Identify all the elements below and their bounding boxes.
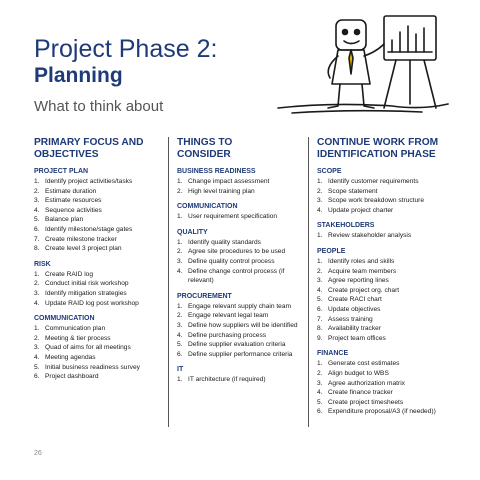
- section: [177, 292, 309, 360]
- section: [34, 314, 168, 382]
- section-heading: PROCUREMENT: [177, 292, 232, 300]
- page-title-line2: Planning: [34, 64, 123, 87]
- list-item: [317, 315, 455, 325]
- section-heading: PROJECT PLAN: [34, 168, 89, 175]
- list-item-number: 2.: [34, 280, 40, 288]
- list-item: [317, 267, 455, 277]
- list-item: [177, 257, 309, 267]
- list-item-text: Define change control process (if relevant): [188, 267, 285, 285]
- list-item: [177, 331, 309, 341]
- list-item-number: 3.: [34, 197, 40, 205]
- list-item-number: 2.: [177, 312, 183, 320]
- section-heading: COMMUNICATION: [34, 315, 95, 323]
- column-sections: [177, 167, 309, 385]
- list-item-text: Conduct initial risk workshop: [45, 280, 129, 288]
- numbered-list: [317, 359, 455, 417]
- man-presenting-chart-icon: [272, 12, 452, 116]
- section-heading: IT: [177, 366, 184, 374]
- numbered-list: [34, 324, 168, 382]
- list-item: [177, 238, 309, 248]
- list-item-number: 2.: [34, 334, 40, 342]
- list-item: [177, 302, 309, 312]
- list-item-text: Acquire team members: [328, 267, 397, 275]
- list-item-text: Assess training: [328, 315, 373, 323]
- page-title-line1: Project Phase 2:: [34, 35, 218, 63]
- list-item-number: 5.: [177, 341, 183, 349]
- list-item-text: IT architecture (if required): [188, 376, 266, 384]
- section-heading: FINANCE: [317, 350, 349, 358]
- list-item-number: 1.: [34, 270, 40, 278]
- section: [34, 260, 168, 308]
- list-item-number: 6.: [34, 373, 40, 381]
- section: [317, 247, 455, 343]
- section: [34, 167, 168, 254]
- list-item-number: 5.: [34, 363, 40, 371]
- list-item-number: 2.: [177, 248, 183, 256]
- list-item-text: Create RACI chart: [328, 296, 382, 304]
- column-primary-focus: [34, 137, 168, 382]
- column-heading: [309, 137, 455, 161]
- column-heading-line: OBJECTIVES: [34, 149, 99, 160]
- list-item-text: Balance plan: [45, 216, 84, 224]
- column-sections: [309, 167, 455, 417]
- list-item-text: Identify project activities/tasks: [45, 178, 133, 185]
- list-item: [177, 311, 309, 321]
- list-item-number: 4.: [317, 206, 323, 214]
- list-item-number: 3.: [177, 257, 183, 265]
- list-item-number: 8.: [34, 245, 40, 253]
- page-number: 26: [34, 450, 42, 457]
- list-item-number: 1.: [177, 302, 183, 310]
- list-item-number: 6.: [317, 305, 323, 313]
- list-item-text: Estimate resources: [45, 197, 102, 205]
- column-heading-line: PRIMARY FOCUS AND: [34, 137, 144, 148]
- list-item-number: 8.: [317, 325, 323, 333]
- numbered-list: [177, 302, 309, 360]
- list-item: [34, 343, 168, 353]
- list-item-number: 2.: [317, 369, 323, 377]
- section-heading: STAKEHOLDERS: [317, 222, 375, 230]
- list-item: [34, 225, 168, 235]
- list-item-text: Identify milestone/stage gates: [45, 225, 133, 233]
- list-item-number: 2.: [34, 187, 40, 195]
- list-item-text: Create project timesheets: [328, 398, 404, 406]
- section-heading: COMMUNICATION: [177, 203, 238, 211]
- section-heading: BUSINESS READINESS: [177, 168, 256, 175]
- list-item: [317, 206, 455, 216]
- list-item-text: Create RAID log: [45, 270, 94, 278]
- list-item-number: 3.: [34, 289, 40, 297]
- column-content: [169, 137, 309, 385]
- list-item: [34, 206, 168, 216]
- list-item-text: Engage relevant legal team: [188, 312, 269, 320]
- numbered-list: [317, 257, 455, 343]
- list-item-number: 1.: [317, 360, 323, 368]
- list-item-text: Estimate duration: [45, 187, 97, 195]
- list-item: [34, 215, 168, 225]
- list-item: [317, 379, 455, 389]
- list-item: [34, 289, 168, 299]
- list-item: [317, 196, 455, 206]
- column-heading-line: IDENTIFICATION PHASE: [317, 149, 436, 160]
- list-item: [34, 334, 168, 344]
- list-item-number: 4.: [177, 331, 183, 339]
- list-item-text: Scope work breakdown structure: [328, 197, 425, 205]
- list-item: [177, 375, 309, 385]
- list-item-text: Initial business readiness survey: [45, 363, 140, 371]
- list-item-number: 2.: [317, 267, 323, 275]
- list-item: [34, 279, 168, 289]
- list-item: [34, 270, 168, 280]
- list-item: [317, 257, 455, 267]
- list-item-text: Identify quality standards: [188, 238, 261, 246]
- list-item: [317, 359, 455, 369]
- list-item-text: Update objectives: [328, 305, 381, 313]
- list-item-text: Change impact assessment: [188, 178, 270, 185]
- list-item-text: Expenditure proposal/A3 (if needed)): [328, 408, 436, 416]
- column-heading-line: CONSIDER: [177, 149, 231, 160]
- list-item: [317, 324, 455, 334]
- list-item-text: Agree site procedures to be used: [188, 248, 286, 256]
- list-item: [177, 177, 309, 187]
- list-item-text: Availability tracker: [328, 325, 382, 333]
- list-item: [34, 372, 168, 382]
- list-item-number: 4.: [34, 299, 40, 307]
- list-item-number: 1.: [34, 178, 40, 185]
- list-item-number: 1.: [317, 257, 323, 265]
- list-item-number: 1.: [177, 238, 183, 246]
- list-item-text: Meeting & tier process: [45, 334, 111, 342]
- column-heading: [177, 137, 309, 161]
- list-item-text: Update project charter: [328, 206, 394, 214]
- list-item-text: Scope statement: [328, 187, 378, 195]
- numbered-list: [177, 177, 309, 196]
- list-item-text: Generate cost estimates: [328, 360, 400, 368]
- list-item-number: 9.: [317, 334, 323, 342]
- numbered-list: [317, 177, 455, 215]
- list-item: [34, 244, 168, 254]
- numbered-list: [177, 375, 309, 385]
- list-item-number: 3.: [177, 321, 183, 329]
- list-item-number: 6.: [177, 350, 183, 358]
- list-item-text: Review stakeholder analysis: [328, 232, 412, 240]
- numbered-list: [34, 270, 168, 308]
- section-heading: RISK: [34, 260, 51, 268]
- list-item-number: 6.: [317, 408, 323, 416]
- list-item: [34, 187, 168, 197]
- numbered-list: [177, 238, 309, 286]
- list-item-text: Define purchasing process: [188, 331, 267, 339]
- list-item-text: Update RAID log post workshop: [45, 299, 139, 307]
- list-item-number: 4.: [317, 389, 323, 397]
- list-item-number: 7.: [34, 235, 40, 243]
- list-item-text: Define supplier performance criteria: [188, 350, 293, 358]
- list-item: [317, 334, 455, 344]
- list-item-number: 2.: [177, 187, 183, 195]
- list-item-text: Agree authorization matrix: [328, 379, 405, 387]
- list-item-text: Create finance tracker: [328, 389, 393, 397]
- list-item-text: Define supplier evaluation criteria: [188, 341, 286, 349]
- list-item-number: 1.: [317, 232, 323, 240]
- list-item: [177, 212, 309, 222]
- list-item-number: 3.: [317, 197, 323, 205]
- list-item: [34, 196, 168, 206]
- section-heading: PEOPLE: [317, 247, 346, 255]
- list-item-number: 2.: [317, 187, 323, 195]
- list-item-text: Engage relevant supply chain team: [188, 302, 292, 310]
- list-item-text: Identify mitigation strategies: [45, 289, 127, 297]
- list-item-text: Identify customer requirements: [328, 178, 419, 185]
- section: [177, 365, 309, 385]
- section: [177, 167, 309, 196]
- column-heading-line: THINGS TO: [177, 137, 233, 148]
- list-item-number: 1.: [177, 376, 183, 384]
- list-item-text: Quad of aims for all meetings: [45, 344, 131, 352]
- numbered-list: [177, 212, 309, 222]
- list-item-text: Communication plan: [45, 325, 106, 333]
- list-item: [317, 286, 455, 296]
- list-item: [34, 353, 168, 363]
- list-item-number: 5.: [317, 398, 323, 406]
- list-item-number: 4.: [177, 267, 183, 275]
- list-item-number: 3.: [317, 277, 323, 285]
- column-things-to-consider: [168, 137, 309, 427]
- section-heading: QUALITY: [177, 228, 208, 236]
- list-item-text: Project dashboard: [45, 373, 99, 381]
- column-heading: [34, 137, 168, 161]
- list-item: [177, 350, 309, 360]
- list-item: [317, 177, 455, 187]
- list-item: [34, 363, 168, 373]
- list-item: [177, 187, 309, 197]
- list-item: [34, 324, 168, 334]
- list-item: [317, 398, 455, 408]
- page-subtitle: What to think about: [34, 98, 164, 115]
- list-item-number: 6.: [34, 225, 40, 233]
- list-item-text: Identify roles and skills: [328, 257, 395, 265]
- list-item: [177, 340, 309, 350]
- list-item-number: 1.: [177, 213, 183, 221]
- list-item: [177, 247, 309, 257]
- section: [317, 349, 455, 417]
- column-continue-work: [308, 137, 455, 427]
- list-item: [317, 187, 455, 197]
- list-item: [34, 235, 168, 245]
- column-sections: [34, 167, 168, 382]
- list-item-number: 5.: [34, 216, 40, 224]
- numbered-list: [34, 177, 168, 254]
- list-item: [317, 295, 455, 305]
- column-heading-line: CONTINUE WORK FROM: [317, 137, 439, 148]
- list-item: [34, 299, 168, 309]
- list-item: [317, 305, 455, 315]
- list-item-text: Create milestone tracker: [45, 235, 117, 243]
- list-item: [34, 177, 168, 187]
- list-item-text: Align budget to WBS: [328, 369, 389, 377]
- list-item-text: Agree reporting lines: [328, 277, 389, 285]
- list-item-number: 3.: [317, 379, 323, 387]
- list-item: [317, 231, 455, 241]
- section: [317, 221, 455, 241]
- list-item: [177, 267, 309, 286]
- list-item-number: 1.: [317, 178, 323, 185]
- list-item-number: 5.: [317, 296, 323, 304]
- list-item-number: 4.: [317, 286, 323, 294]
- list-item: [317, 369, 455, 379]
- list-item-text: Create level 3 project plan: [45, 245, 122, 253]
- list-item: [177, 321, 309, 331]
- list-item-text: High level training plan: [188, 187, 255, 195]
- list-item-number: 4.: [34, 353, 40, 361]
- list-item-text: Project team offices: [328, 334, 386, 342]
- numbered-list: [317, 231, 455, 241]
- section: [177, 202, 309, 222]
- list-item-text: User requirement specification: [188, 213, 278, 221]
- list-item-number: 1.: [177, 178, 183, 185]
- list-item: [317, 276, 455, 286]
- list-item-text: Meeting agendas: [45, 353, 96, 361]
- list-item-number: 1.: [34, 325, 40, 333]
- list-item-number: 3.: [34, 344, 40, 352]
- section: [177, 228, 309, 286]
- section: [317, 167, 455, 215]
- list-item-number: 4.: [34, 206, 40, 214]
- section-heading: SCOPE: [317, 168, 342, 175]
- list-item-text: Define how suppliers will be identified: [188, 321, 298, 329]
- list-item-text: Sequence activities: [45, 206, 102, 214]
- list-item: [317, 388, 455, 398]
- list-item-text: Create project org. chart: [328, 286, 400, 294]
- list-item-number: 7.: [317, 315, 323, 323]
- list-item-text: Define quality control process: [188, 257, 275, 265]
- list-item: [317, 407, 455, 417]
